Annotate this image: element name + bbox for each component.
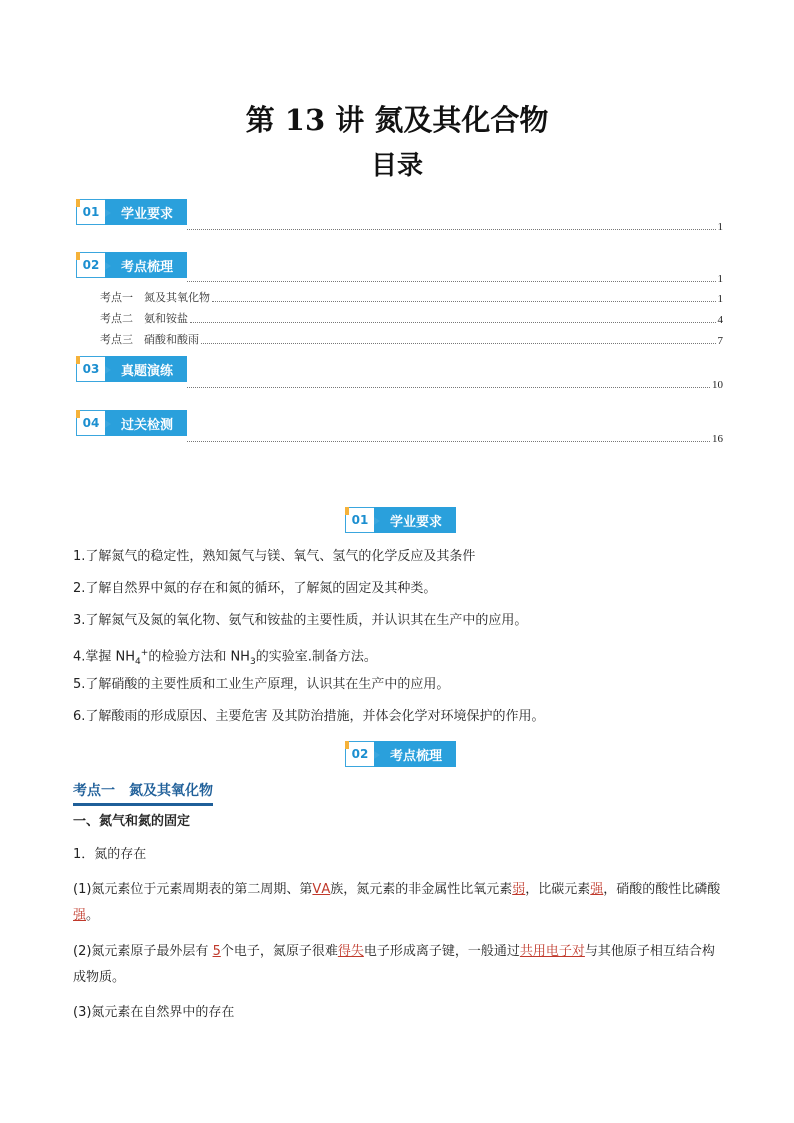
toc-line-1[interactable] bbox=[185, 219, 723, 233]
requirement-5: 5.了解硝酸的主要性质和工业生产原理，认识其在生产中的应用。 bbox=[73, 677, 450, 692]
toc-sub-label: 考点三 硝酸和酸雨 bbox=[100, 333, 199, 346]
toc-badge-label: 考点梳理 bbox=[105, 252, 187, 278]
toc-badge-label: 学业要求 bbox=[105, 199, 187, 225]
kaodian-heading: 考点一 氮及其氧化物 bbox=[73, 780, 213, 806]
subsection-heading: 一、氮气和氮的固定 bbox=[73, 814, 191, 829]
page-title: 第 13 讲 氮及其化合物 bbox=[245, 103, 549, 137]
toc-line-3[interactable] bbox=[185, 377, 723, 391]
toc-badge-number: 04 bbox=[76, 410, 105, 436]
toc-page: 4 bbox=[717, 314, 723, 326]
toc-page: 7 bbox=[717, 335, 723, 347]
requirement-1: 1.了解氮气的稳定性，熟知氮气与镁、氧气、氢气的化学反应及其条件 bbox=[73, 549, 476, 564]
toc-page: 10 bbox=[712, 379, 723, 391]
toc-leader bbox=[187, 281, 716, 282]
paragraph-2: (2)氮元素原子最外层有 5个电子，氮原子很难得失电子形成离子键，一般通过共用电子对与其他原子相互结合构成物质。 bbox=[73, 944, 715, 985]
toc-title: 目录 bbox=[370, 151, 423, 181]
toc-badge-1[interactable] bbox=[76, 199, 187, 225]
toc-page: 1 bbox=[717, 293, 723, 305]
toc-badge-number: 03 bbox=[76, 356, 105, 382]
toc-badge-number: 02 bbox=[76, 252, 105, 278]
toc-leader bbox=[212, 301, 716, 302]
toc-leader bbox=[190, 322, 716, 323]
toc-line-2[interactable] bbox=[185, 271, 723, 285]
toc-page: 1 bbox=[717, 273, 723, 285]
toc-leader bbox=[187, 441, 710, 442]
toc-page: 16 bbox=[712, 433, 723, 445]
toc-badge-label: 真题演练 bbox=[105, 356, 187, 382]
section-badge-kaodian bbox=[345, 741, 456, 767]
toc-badge-2[interactable] bbox=[76, 252, 187, 278]
section-badge-number: 02 bbox=[345, 741, 374, 767]
section-badge-label: 考点梳理 bbox=[374, 741, 456, 767]
toc-leader bbox=[187, 229, 716, 230]
paragraph-3: (3)氮元素在自然界中的存在 bbox=[73, 1005, 235, 1020]
requirement-4: 4.掌握 $NH_4^+$的检验方法和 $NH_3$的实验室.制备方法。 bbox=[73, 648, 377, 667]
requirement-6: 6.了解酸雨的形成原因、主要危害 及其防治措施，并体会化学对环境保护的作用。 bbox=[73, 709, 545, 724]
toc-sub-line-1[interactable] bbox=[100, 291, 723, 305]
toc-badge-4[interactable] bbox=[76, 410, 187, 436]
toc-badge-3[interactable] bbox=[76, 356, 187, 382]
toc-sub-label: 考点二 氨和铵盐 bbox=[100, 312, 188, 325]
paragraph-1: (1)氮元素位于元素周期表的第二周期、第ⅤA族，氮元素的非金属性比氧元素弱，比碳元素强，硝酸的酸性比磷酸强。 bbox=[73, 882, 721, 923]
toc-sub-line-2[interactable] bbox=[100, 312, 723, 326]
toc-sub-label: 考点一 氮及其氧化物 bbox=[100, 291, 210, 304]
requirement-2: 2.了解自然界中氮的存在和氮的循环，了解氮的固定及其种类。 bbox=[73, 581, 437, 596]
section-badge-requirements bbox=[345, 507, 456, 533]
section-badge-label: 学业要求 bbox=[374, 507, 456, 533]
requirement-3: 3.了解氮气及氮的氧化物、氨气和铵盐的主要性质，并认识其在生产中的应用。 bbox=[73, 613, 528, 628]
item-heading: 1．氮的存在 bbox=[73, 847, 147, 862]
toc-badge-label: 过关检测 bbox=[105, 410, 187, 436]
toc-leader bbox=[187, 387, 710, 388]
toc-sub-line-3[interactable] bbox=[100, 333, 723, 347]
toc-badge-number: 01 bbox=[76, 199, 105, 225]
section-badge-number: 01 bbox=[345, 507, 374, 533]
toc-line-4[interactable] bbox=[185, 431, 723, 445]
toc-leader bbox=[201, 343, 716, 344]
toc-page: 1 bbox=[717, 221, 723, 233]
